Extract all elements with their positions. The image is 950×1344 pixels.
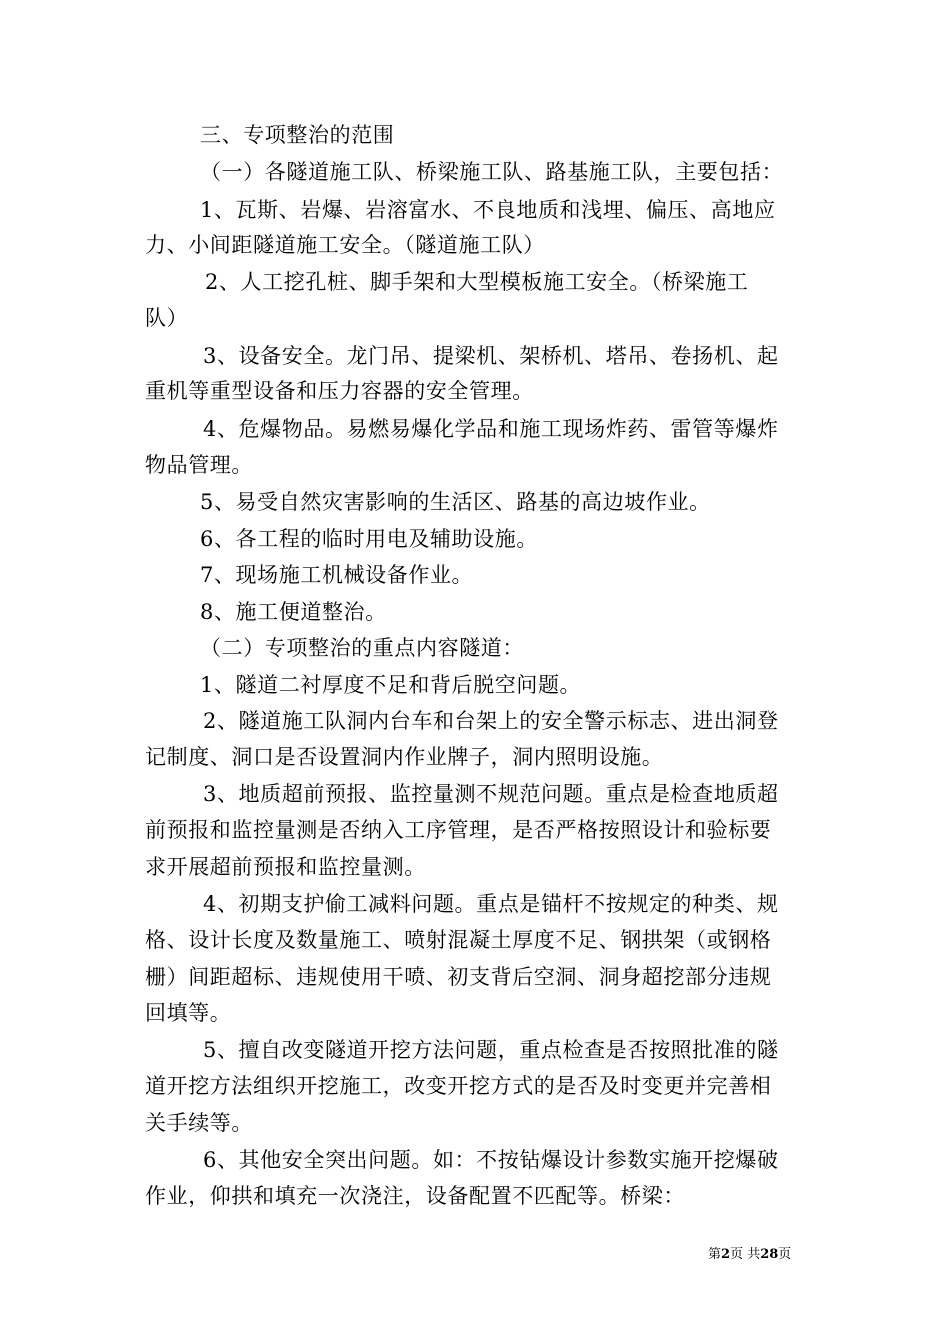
paragraph-line: 栅）间距超标、违规使用干喷、初支背后空洞、洞身超挖部分违规	[145, 965, 772, 989]
paragraph-line: 关手续等。	[145, 1111, 253, 1135]
paragraph-line: 回填等。	[145, 1001, 232, 1025]
paragraph-line: 格、设计长度及数量施工、喷射混凝土厚度不足、钢拱架（或钢格	[145, 928, 772, 952]
paragraph-line: 物品管理。	[145, 453, 253, 477]
paragraph-line: 4、初期支护偷工减料问题。重点是锚杆不按规定的种类、规	[203, 892, 779, 916]
paragraph-line: 前预报和监控量测是否纳入工序管理，是否严格按照设计和验标要	[145, 818, 772, 842]
total-page-count: 28	[760, 1247, 779, 1262]
paragraph-line: 4、危爆物品。易燃易爆化学品和施工现场炸药、雷管等爆炸	[203, 417, 779, 441]
footer-suffix: 页	[778, 1247, 792, 1262]
footer-prefix: 第	[708, 1247, 722, 1262]
paragraph-line: 道开挖方法组织开挖施工，改变开挖方式的是否及时变更并完善相	[145, 1074, 772, 1098]
section-heading: 三、专项整治的范围	[200, 123, 395, 147]
current-page-number: 2	[721, 1247, 731, 1262]
paragraph-line: 3、地质超前预报、监控量测不规范问题。重点是检查地质超	[203, 782, 779, 806]
paragraph-line: 1、瓦斯、岩爆、岩溶富水、不良地质和浅埋、偏压、高地应	[200, 198, 776, 222]
paragraph-line: 6、各工程的临时用电及辅助设施。	[200, 527, 538, 551]
paragraph-line: 2、隧道施工队洞内台车和台架上的安全警示标志、进出洞登	[203, 709, 779, 733]
subsection-heading: （二）专项整治的重点内容隧道：	[200, 636, 524, 660]
paragraph-line: 2、人工挖孔桩、脚手架和大型模板施工安全。（桥梁施工	[205, 270, 749, 294]
subsection-heading: （一）各隧道施工队、桥梁施工队、路基施工队，主要包括：	[200, 160, 784, 184]
paragraph-line: 重机等重型设备和压力容器的安全管理。	[145, 379, 534, 403]
paragraph-line: 7、现场施工机械设备作业。	[200, 563, 474, 587]
paragraph-line: 6、其他安全突出问题。如：不按钻爆设计参数实施开挖爆破	[203, 1148, 779, 1172]
paragraph-line: 5、擅自改变隧道开挖方法问题，重点检查是否按照批准的隧	[203, 1038, 779, 1062]
paragraph-line: 8、施工便道整治。	[200, 600, 387, 624]
paragraph-line: 力、小间距隧道施工安全。（隧道施工队）	[145, 233, 545, 257]
paragraph-line: 1、隧道二衬厚度不足和背后脱空问题。	[200, 673, 582, 697]
footer-middle: 页 共	[730, 1247, 761, 1262]
paragraph-line: 5、易受自然灾害影响的生活区、路基的高边坡作业。	[200, 490, 711, 514]
paragraph-line: 3、设备安全。龙门吊、提梁机、架桥机、塔吊、卷扬机、起	[203, 344, 779, 368]
paragraph-line: 队）	[145, 306, 189, 330]
page-footer	[708, 1247, 791, 1263]
paragraph-line: 作业，仰拱和填充一次浇注，设备配置不匹配等。桥梁：	[145, 1184, 685, 1208]
paragraph-line: 求开展超前预报和监控量测。	[145, 855, 426, 879]
paragraph-line: 记制度、洞口是否设置洞内作业牌子，洞内照明设施。	[145, 745, 664, 769]
